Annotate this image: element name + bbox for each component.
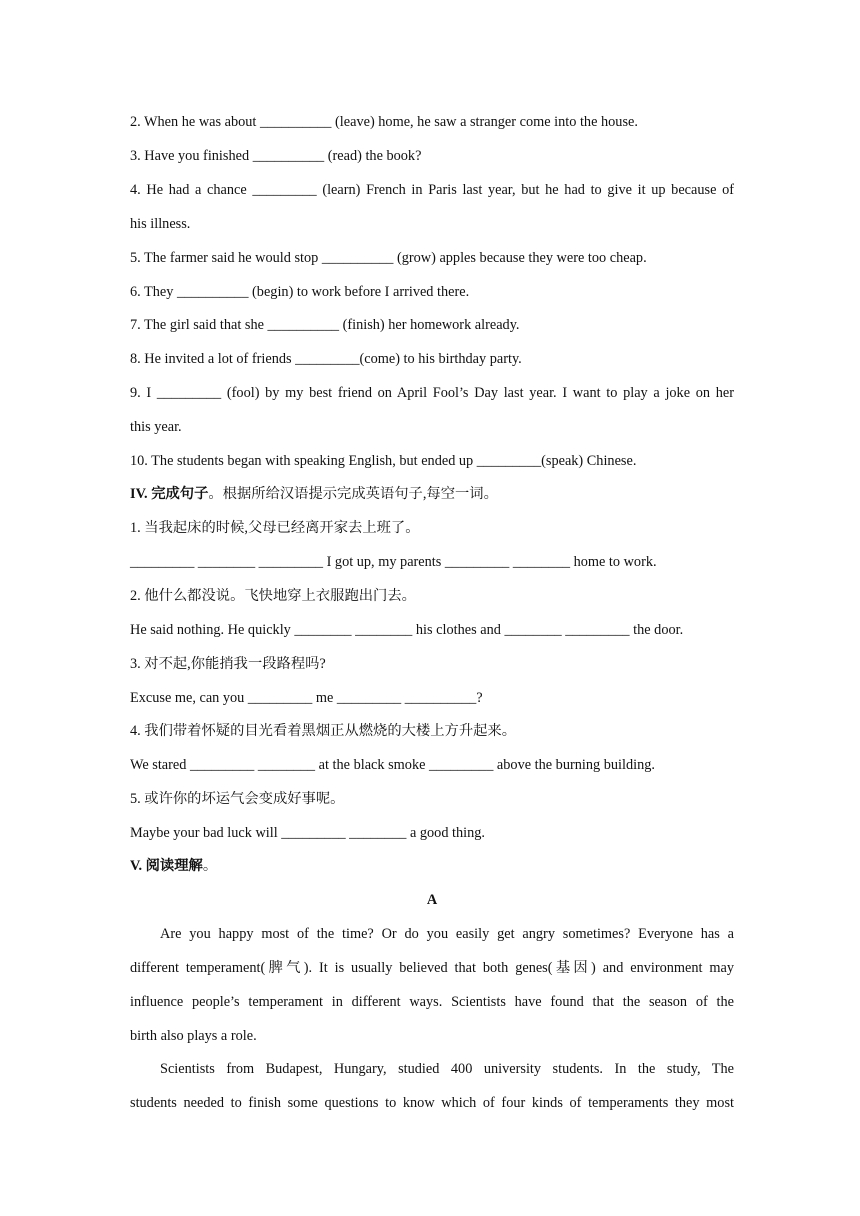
section-4-instruction: 。根据所给汉语提示完成英语句子,每空一词。 — [208, 486, 498, 502]
s4-item-4-en: We stared _________ ________ at the black smoke _________ above the burning building. — [130, 757, 655, 773]
exercise-line-3: 3. Have you finished __________ (read) the book? — [130, 148, 422, 164]
passage-para2-line2: students needed to finish some questions to know which of four kinds of temperaments they most — [130, 1095, 734, 1111]
section-4-heading: IV. 完成句子 — [130, 486, 209, 502]
s4-item-2-en: He said nothing. He quickly ________ ________ his clothes and ________ _________ the door. — [130, 622, 684, 638]
exercise-line-8: 8. He invited a lot of friends _________(come) to his birthday party. — [130, 351, 522, 367]
passage-para1-line3: influence people’s temperament in different ways. Scientists have found that the season of the — [130, 994, 734, 1010]
passage-para2-line1: Scientists from Budapest, Hungary, studied 400 university students. In the study, The — [160, 1061, 734, 1077]
passage-para1-line2: different temperament(脾气). It is usually believed that both genes(基因) and environment may — [130, 960, 734, 976]
exercise-line-9: 9. I _________ (fool) by my best friend on April Fool’s Day last year. I want to play a joke on her — [130, 385, 734, 401]
exercise-line-7: 7. The girl said that she __________ (finish) her homework already. — [130, 317, 520, 333]
s4-item-1-en: _________ ________ _________ I got up, my parents _________ ________ home to work. — [130, 554, 657, 570]
exercise-line-4-cont: his illness. — [130, 216, 191, 232]
s4-item-3-cn: 3. 对不起,你能捎我一段路程吗? — [130, 656, 326, 672]
exercise-line-10: 10. The students began with speaking English, but ended up _________(speak) Chinese. — [130, 453, 637, 469]
s4-item-2-cn: 2. 他什么都没说。飞快地穿上衣服跑出门去。 — [130, 588, 416, 604]
section-4-header — [130, 484, 734, 504]
exercise-line-5: 5. The farmer said he would stop __________ (grow) apples because they were too cheap. — [130, 250, 647, 266]
s4-item-5-en: Maybe your bad luck will _________ ________ a good thing. — [130, 825, 485, 841]
passage-para1-line4: birth also plays a role. — [130, 1028, 257, 1044]
passage-para1-line1: Are you happy most of the time? Or do you easily get angry sometimes? Everyone has a — [160, 926, 734, 942]
exercise-line-2: 2. When he was about __________ (leave) home, he saw a stranger come into the house. — [130, 114, 638, 130]
exercise-line-4: 4. He had a chance _________ (learn) French in Paris last year, but he had to give it up because of — [130, 182, 734, 198]
exercise-line-9-cont: this year. — [130, 419, 182, 435]
exercise-line-6: 6. They __________ (begin) to work before I arrived there. — [130, 284, 470, 300]
section-5-heading-suffix: 。 — [202, 858, 218, 874]
passage-title: A — [426, 892, 438, 908]
s4-item-3-en: Excuse me, can you _________ me _________ __________? — [130, 690, 483, 706]
s4-item-4-cn: 4. 我们带着怀疑的目光看着黑烟正从燃烧的大楼上方升起来。 — [130, 723, 517, 739]
s4-item-1-cn: 1. 当我起床的时候,父母已经离开家去上班了。 — [130, 520, 420, 536]
section-5-heading: V. 阅读理解 — [130, 858, 203, 874]
section-5-header — [130, 856, 734, 876]
s4-item-5-cn: 5. 或许你的坏运气会变成好事呢。 — [130, 791, 345, 807]
